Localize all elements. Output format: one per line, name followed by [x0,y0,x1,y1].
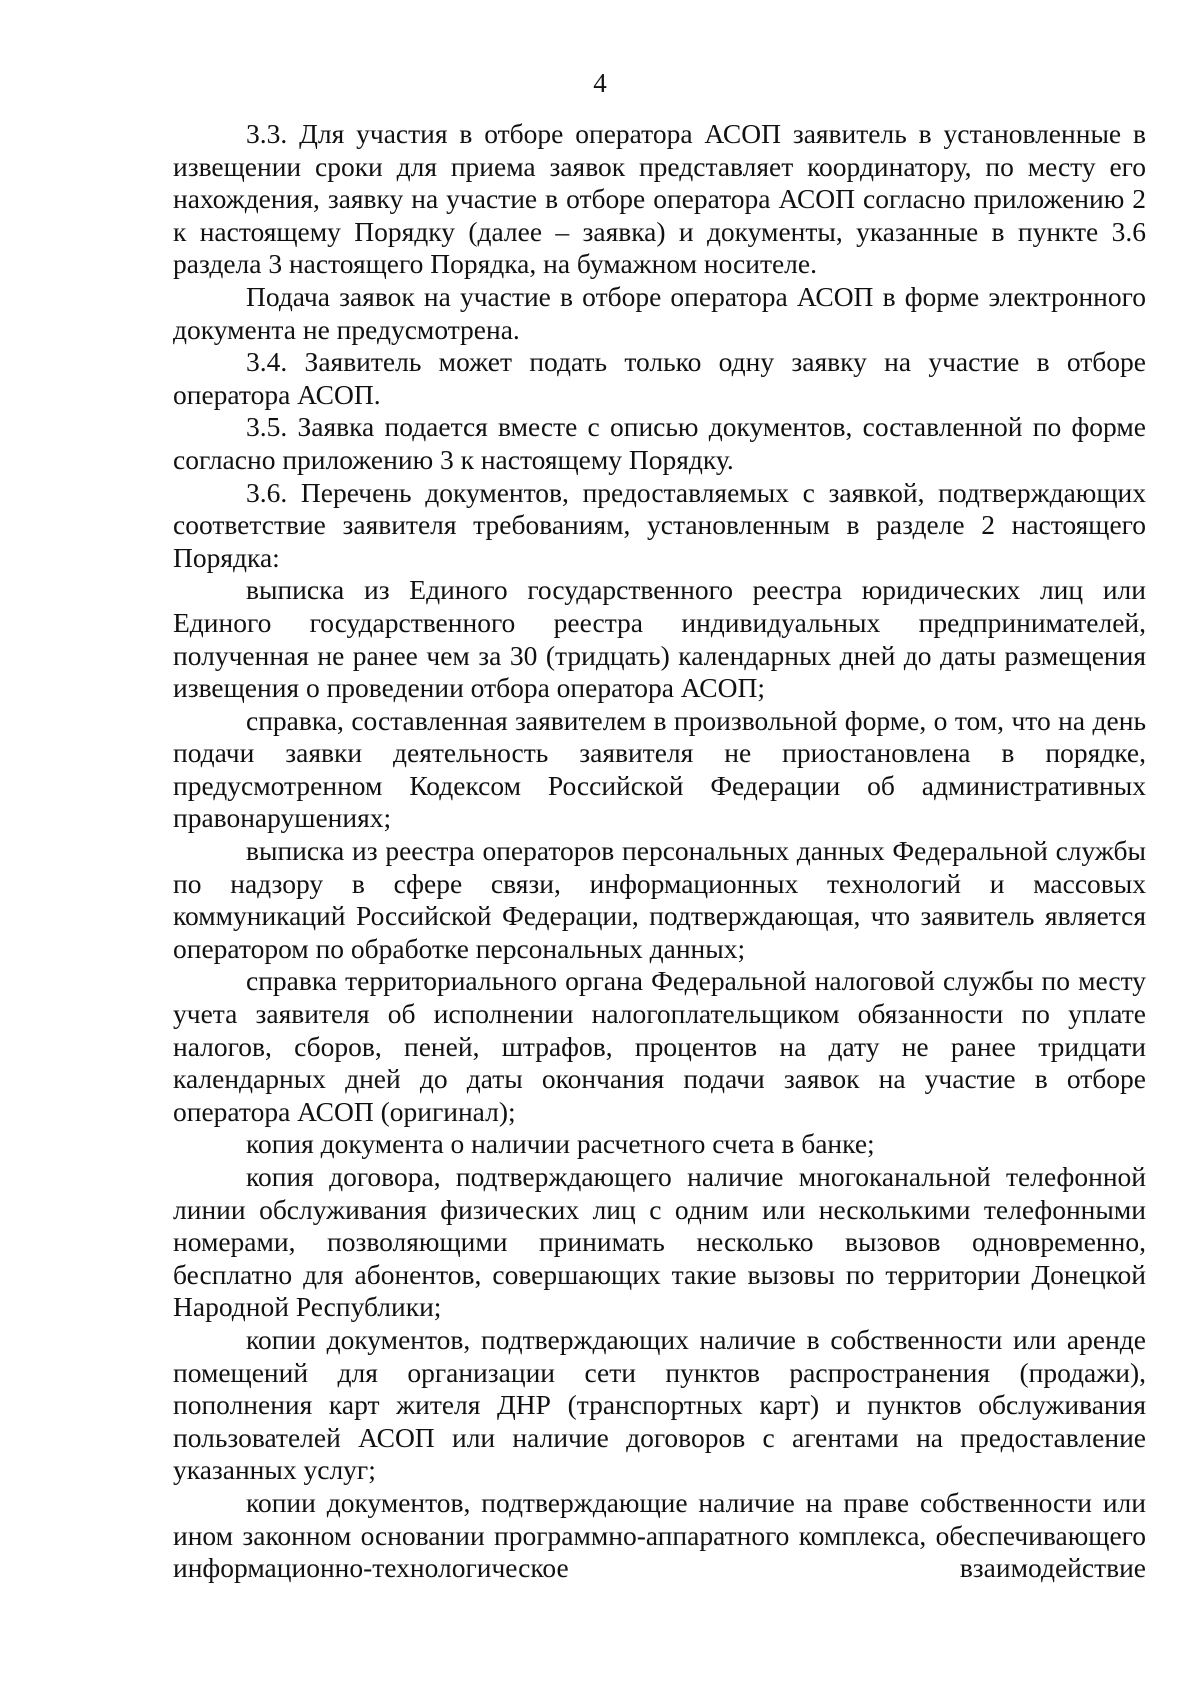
list-item-phone-line-contract: копия договора, подтверждающего наличие многоканальной телефонной линии обслуживания физических лиц с одним или несколькими телефонными номерами, позволяющими принимать несколько вызовов одновременно, бесплатно для абонентов, совершающих такие вызовы по территории Донецкой Народной Республики; [173,1161,1146,1323]
paragraph-3-4: 3.4. Заявитель может подать только одну заявку на участие в отборе оператора АСОП. [173,346,1146,410]
paragraph-3-3: 3.3. Для участия в отборе оператора АСОП заявитель в установленные в извещении сроки для приема заявок представляет координатору, по месту его нахождения, заявку на участие в отборе оператора АСОП согласно приложению 2 к настоящему Порядку (далее – заявка) и документы, указанные в пункте 3.6 раздела 3 настоящего Порядка, на бумажном носителе. [173,118,1146,280]
list-item-registry-extract: выписка из Единого государственного реестра юридических лиц или Единого государственного реестра индивидуальных предпринимателей, полученная не ранее чем за 30 (тридцать) календарных дней до даты размещения извещения о проведении отбора оператора АСОП; [173,574,1146,704]
list-item-tax-certificate: справка территориального органа Федеральной налоговой службы по месту учета заявителя об исполнении налогоплательщиком обязанности по уплате налогов, сборов, пеней, штрафов, процентов на дату не ранее тридцати календарных дней до даты окончания подачи заявок на участие в отборе оператора АСОП (оригинал); [173,965,1146,1127]
page-number: 4 [593,68,607,98]
document-body [173,118,1146,1585]
list-item-premises-documents: копии документов, подтверждающих наличие в собственности или аренде помещений для организации сети пунктов распространения (продажи), пополнения карт жителя ДНР (транспортных карт) и пунктов обслуживания пользователей АСОП или наличие договоров с агентами на предоставление указанных услуг; [173,1323,1146,1486]
list-item-bank-account-copy: копия документа о наличии расчетного счета в банке; [246,1128,875,1160]
list-item-personal-data-operator-extract: выписка из реестра операторов персональных данных Федеральной службы по надзору в сфере связи, информационных технологий и массовых коммуникаций Российской Федерации, подтверждающая, что заявитель является оператором по обработке персональных данных; [173,835,1146,964]
list-item-activity-certificate: справка, составленная заявителем в произвольной форме, о том, что на день подачи заявки деятельность заявителя не приостановлена в порядке, предусмотренном Кодексом Российской Федерации об административных правонарушениях; [173,704,1146,834]
paragraph-electronic-submission: Подача заявок на участие в отборе оператора АСОП в форме электронного документа не предусмотрена. [173,280,1146,345]
paragraph-3-5: 3.5. Заявка подается вместе с описью документов, составленной по форме согласно приложению 3 к настоящему Порядку. [173,411,1146,475]
list-item-hardware-software-documents: копии документов, подтверждающие наличие на праве собственности или ином законном основании программно-аппаратного комплекса, обеспечивающего информационно-технологическое взаимодействие [173,1486,1146,1584]
paragraph-3-6: 3.6. Перечень документов, предоставляемых с заявкой, подтверждающих соответствие заявителя требованиям, установленным в разделе 2 настоящего Порядка: [173,476,1146,573]
